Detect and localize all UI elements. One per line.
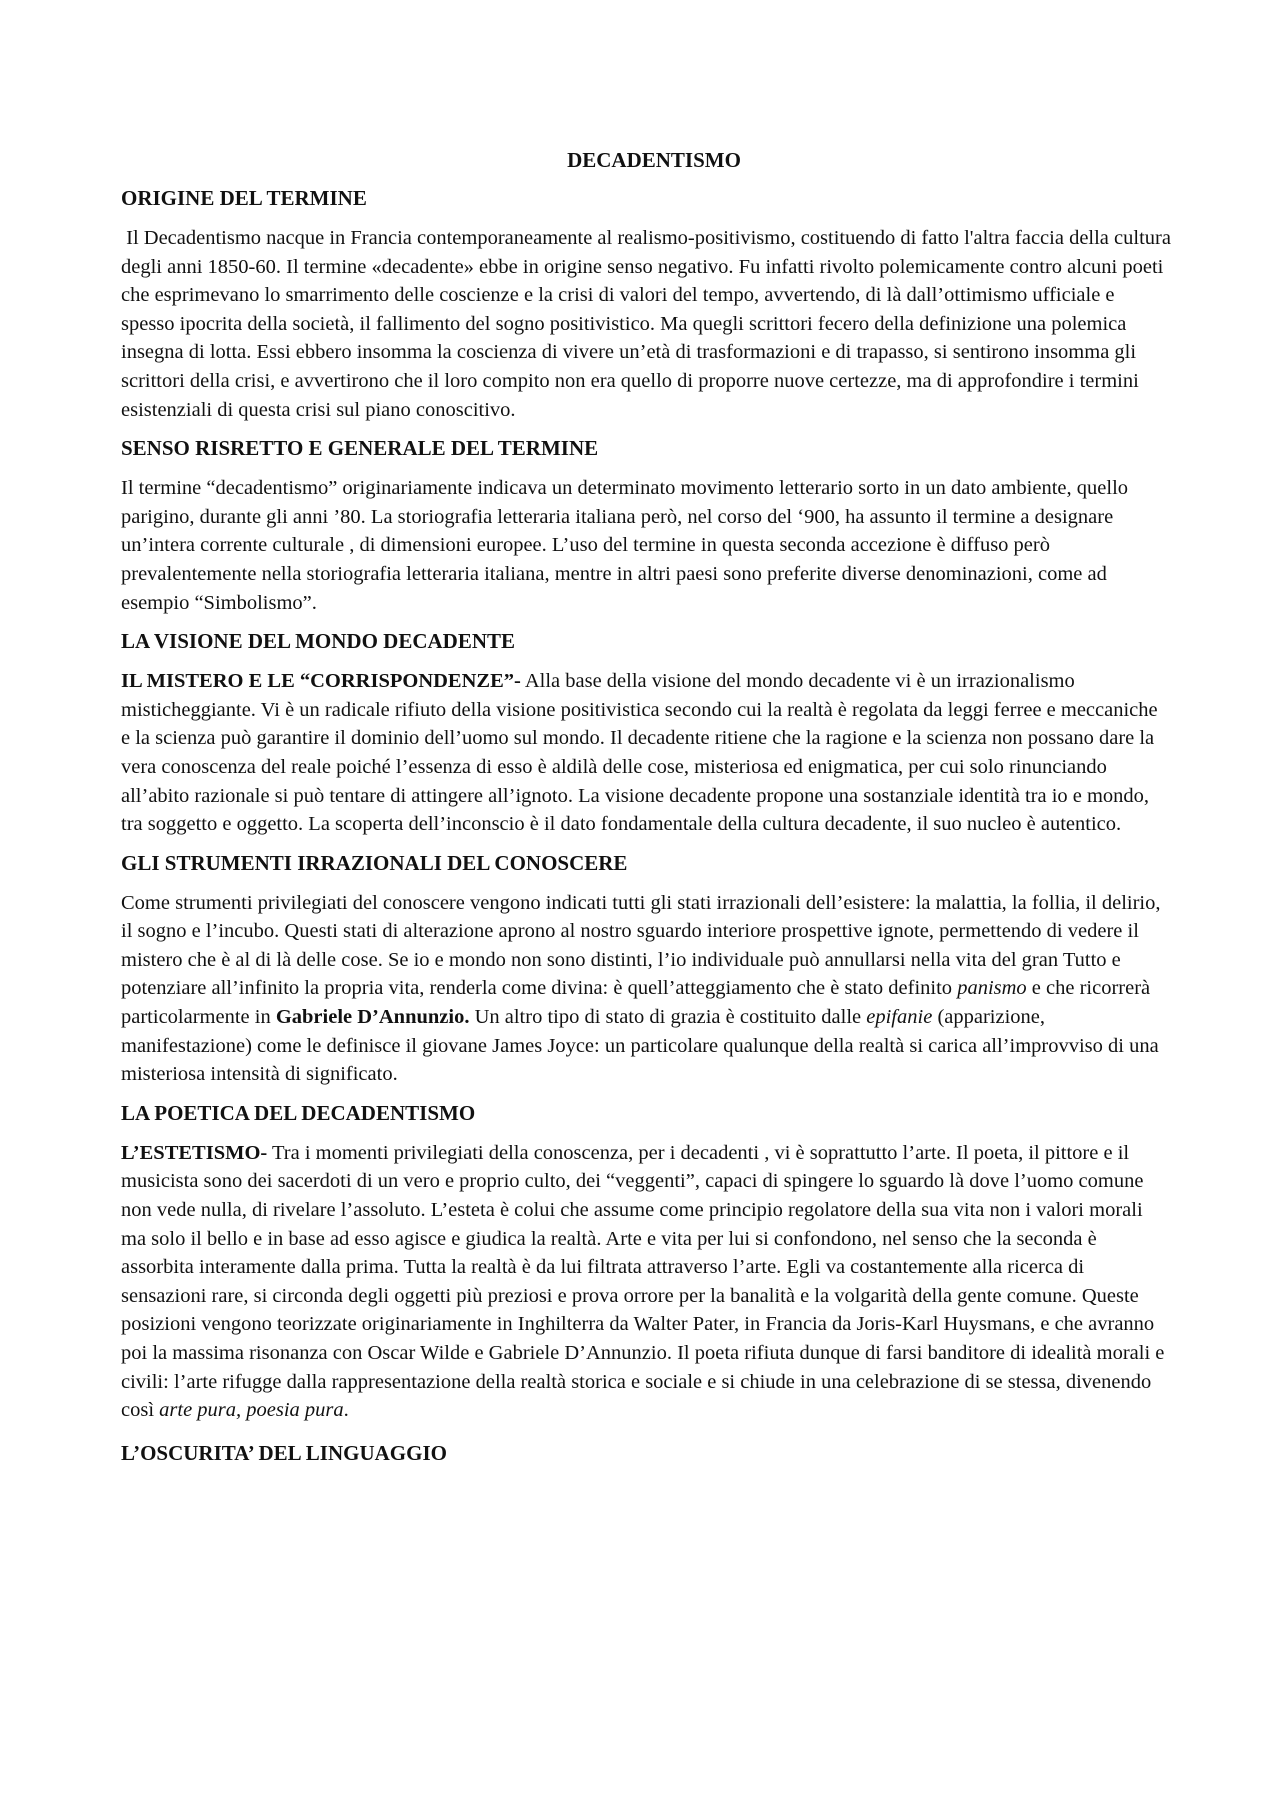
paragraph-origine: Il Decadentismo nacque in Francia contemporaneamente al realismo-positivismo, costituendo di fatto l'altra faccia della cultura degli anni 1850-60. Il termine «decadente» ebbe in origine senso negativo. Fu infatti rivolto polemicamente contro alcuni poeti che esprimevano lo smarrimento delle coscienze e la crisi di valori del tempo, avvertendo, di là dall’ottimismo ufficiale e spesso ipocrita della società, il fallimento del sogno positivistico. Ma quegli scrittori fecero della definizione una polemica insegna di lotta. Essi ebbero insomma la coscienza di vivere un’età di trasformazioni e di trapasso, si sentirono insomma gli scrittori della crisi, e avvertirono che il loro compito non era quello di proporre nuove certezze, ma di approfondire i termini esistenziali di questa crisi sul piano conoscitivo. <box>121 227 1171 421</box>
paragraph-poetica <box>121 1139 1171 1425</box>
paragraph-strumenti-part-4: (apparizione, manifestazione) come le definisce il giovane James Joyce: un particolare qualunque della realtà si carica all’improvviso di una misteriosa intensità di significato. <box>121 1006 1159 1086</box>
paragraph-visione <box>121 667 1171 839</box>
italic-term-epifanie: epifanie <box>866 1006 933 1029</box>
paragraph-strumenti-part-2: e che ricorrerà particolarmente in <box>121 977 1151 1029</box>
section-heading-senso: SENSO RISRETTO E GENERALE DEL TERMINE <box>121 436 599 461</box>
paragraph-lead-estetismo: L’ESTETISMO- <box>121 1141 268 1164</box>
paragraph-strumenti-part-1: Come strumenti privilegiati del conoscere vengono indicati tutti gli stati irrazionali dell’esistere: la malattia, la follia, il delirio, il sogno e l’incubo. Questi stati di alterazione aprono al nostro sguardo interiore prospettive ignote, permettendo di vedere il mistero che è al di là delle cose. Se io e mondo non sono distinti, l’io individuale può annullarsi nella vita del gran Tutto e potenziare all’infinito la propria vita, renderla come divina: è quell’atteggiamento che è stato definito <box>121 891 1161 1000</box>
document-title: DECADENTISMO <box>567 148 741 172</box>
italic-term-panismo: panismo <box>957 977 1027 1000</box>
section-heading-oscurita: L’OSCURITA’ DEL LINGUAGGIO <box>121 1440 447 1465</box>
paragraph-senso: Il termine “decadentismo” originariamente indicava un determinato movimento letterario sorto in un dato ambiente, quello parigino, durante gli anni ’80. La storiografia letteraria italiana però, nel corso del ‘900, ha assunto il termine a designare un’intera corrente culturale , di dimensioni europee. L’uso del termine in questa seconda accezione è diffuso però prevalentemente nella storiografia letteraria italiana, mentre in altri paesi sono preferite diverse denominazioni, come ad esempio “Simbolismo”. <box>121 477 1129 614</box>
paragraph-poetica-tail: . <box>343 1399 349 1422</box>
paragraph-lead-mistero: IL MISTERO E LE “CORRISPONDENZE”- <box>121 670 521 693</box>
paragraph-poetica-body: Tra i momenti privilegiati della conoscenza, per i decadenti , vi è soprattutto l’arte. Il poeta, il pittore e il musicista sono dei sacerdoti di un vero e proprio culto, dei “veggenti”, capaci di spingere lo sguardo là dove l’uomo comune non vede nulla, di rivelare l’assoluto. L’esteta è colui che assume come principio regolatore della sua vita non i valori morali ma solo il bello e in base ad esso agisce e giudica la realtà. Arte e vita per lui si confondono, nel senso che la seconda è assorbita interamente dalla prima. Tutta la realtà è da lui filtrata attraverso l’arte. Egli va costantemente alla ricerca di sensazioni rare, si circonda degli oggetti più preziosi e prova orrore per la banalità e la volgarità della gente comune. Queste posizioni vengono teorizzate originariamente in Inghilterra da Walter Pater, in Francia da Joris-Karl Huysmans, e che avranno poi la massima risonanza con Oscar Wilde e Gabriele D’Annunzio. Il poeta rifiuta dunque di farsi banditore di idealità morali e civili: l’arte rifugge dalla rappresentazione della realtà storica e sociale e si chiude in una celebrazione di se stessa, divenendo così <box>121 1141 1165 1422</box>
paragraph-visione-body: Alla base della visione del mondo decadente vi è un irrazionalismo misticheggiante. Vi è un radicale rifiuto della visione positivistica secondo cui la realtà è regolata da leggi ferree e meccaniche e la scienza può garantire il dominio dell’uomo sul mondo. Il decadente ritiene che la ragione e la scienza non possano dare la vera conoscenza del reale poiché l’essenza di esso è aldilà delle cose, misteriosa ed enigmatica, per cui solo rinunciando all’abito razionale si può tentare di attingere all’ignoto. La visione decadente propone una sostanziale identità tra io e mondo, tra soggetto e oggetto. La scoperta dell’inconscio è il dato fondamentale della cultura decadente, il suo nucleo è autentico. <box>121 670 1158 836</box>
paragraph-strumenti <box>121 889 1171 1089</box>
paragraph-strumenti-part-3: Un altro tipo di stato di grazia è costituito dalle <box>469 1006 867 1029</box>
bold-name-dannunzio: Gabriele D’Annunzio. <box>275 1006 470 1029</box>
italic-term-arte-pura: arte pura, poesia pura <box>159 1399 344 1422</box>
section-heading-visione: LA VISIONE DEL MONDO DECADENTE <box>121 629 516 654</box>
document-page <box>121 146 1171 1479</box>
section-heading-origine: ORIGINE DEL TERMINE <box>121 186 367 210</box>
section-heading-poetica: LA POETICA DEL DECADENTISMO <box>121 1100 476 1125</box>
section-heading-strumenti: GLI STRUMENTI IRRAZIONALI DEL CONOSCERE <box>121 850 628 875</box>
